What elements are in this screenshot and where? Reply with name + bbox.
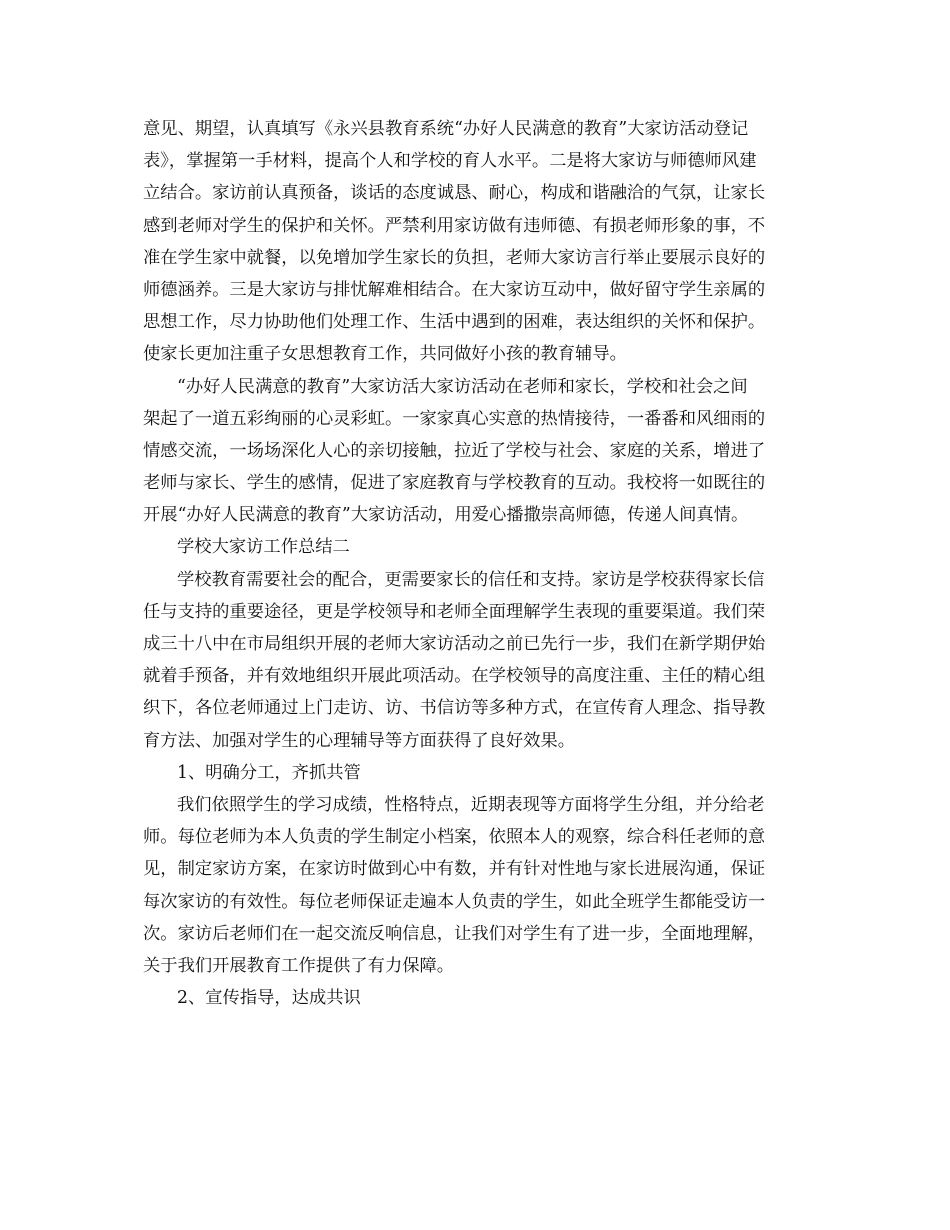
text-line: 开展“办好人民满意的教育”大家访活动，用爱心播撒崇高师德，传递人间真情。 [143,505,749,526]
text-line: 学校教育需要社会的配合，更需要家长的信任和支持。家访是学校获得家长信 [177,569,765,590]
text-line: 架起了一道五彩绚丽的心灵彩虹。一家家真心实意的热情接待，一番番和风细雨的 [143,408,766,429]
text-line: 成三十八中在市局组织开展的老师大家访活动之前已先行一步，我们在新学期伊始 [143,634,766,654]
text-line: 思想工作，尽力协助他们处理工作、生活中遇到的困难，表达组织的关怀和保护。 [143,312,766,333]
text-line: 1、明确分工，齐抓共管 [177,762,361,783]
text-line: 准在学生家中就餐，以免增加学生家长的负担，老师大家访言行举止要展示良好的 [143,247,766,268]
text-line: 织下，各位老师通过上门走访、访、书信访等多种方式，在宣传育人理念、指导教 [143,698,766,719]
text-line: 师德涵养。三是大家访与排忧解难相结合。在大家访互动中，做好留守学生亲属的 [143,279,766,300]
text-line: 育方法、加强对学生的心理辅导等方面获得了良好效果。 [143,730,576,751]
text-line: 老师与家长、学生的感情，促进了家庭教育与学校教育的互动。我校将一如既往的 [143,473,766,494]
text-line: 次。家访后老师们在一起交流反响信息，让我们对学生有了进一步，全面地理解， [143,923,766,944]
text-line: 每次家访的有效性。每位老师保证走遍本人负责的学生，如此全班学生都能受访一 [143,891,766,912]
text-line: “办好人民满意的教育”大家访活大家访活动在老师和家长，学校和社会之间 [177,376,748,397]
text-line: 我们依照学生的学习成绩，性格特点，近期表现等方面将学生分组，并分给老 [177,794,765,815]
text-line: 就着手预备，并有效地组织开展此项活动。在学校领导的高度注重、主任的精心组 [143,666,766,687]
text-line: 立结合。家访前认真预备，谈话的态度诚恳、耐心，构成和谐融洽的气氛，让家长 [143,183,766,204]
text-line: 表》，掌握第一手材料，提高个人和学校的育人水平。二是将大家访与师德师风建 [143,151,757,172]
text-line: 情感交流，一场场深化人心的亲切接触，拉近了学校与社会、家庭的关系，增进了 [143,440,766,461]
text-line: 使家长更加注重子女思想教育工作，共同做好小孩的教育辅导。 [143,344,627,365]
text-line: 学校大家访工作总结二 [177,537,350,558]
text-line: 意见、期望，认真填写《永兴县教育系统“办好人民满意的教育”大家访活动登记 [143,119,749,139]
text-line: 2、宣传指导，达成共识 [177,988,361,1009]
text-line: 感到老师对学生的保护和关怀。严禁利用家访做有违师德、有损老师形象的事，不 [143,215,766,236]
text-line: 见，制定家访方案，在家访时做到心中有数，并有针对性地与家长进展沟通，保证 [143,859,766,880]
document-body [143,113,813,1014]
text-line: 任与支持的重要途径，更是学校领导和老师全面理解学生表现的重要渠道。我们荣 [143,601,766,622]
text-line: 师。每位老师为本人负责的学生制定小档案，依照本人的观察，综合科任老师的意 [143,827,766,848]
text-line: 关于我们开展教育工作提供了有力保障。 [143,955,455,976]
